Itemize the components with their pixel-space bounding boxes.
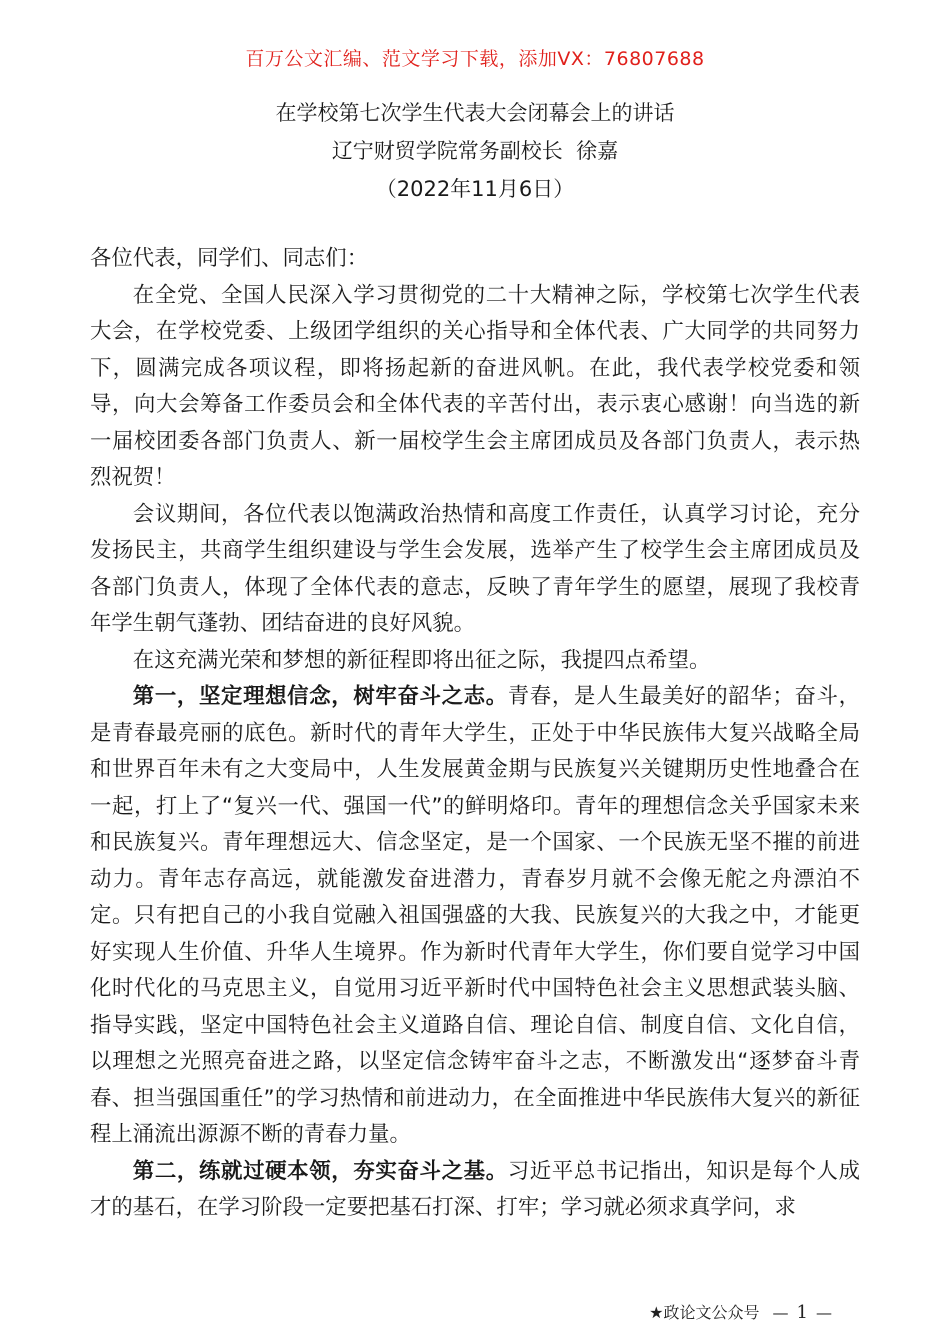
paragraph-lead: 第一，坚定理想信念，树牢奋斗之志。	[132, 684, 508, 709]
salutation: 各位代表，同学们、同志们：	[90, 246, 369, 271]
paragraph-text: 习近平总书记指出，知识是每个人成才的基石，在学习阶段一定要把基石打深、打牢；学习就必须求真学问，求	[90, 1158, 860, 1220]
paragraph-4	[90, 679, 860, 1154]
paragraph-text: 青春，是人生最美好的韶华；奋斗，是青春最亮丽的底色。新时代的青年大学生，正处于中华民族伟大复兴战略全局和世界百年未有之大变局中，人生发展黄金期与民族复兴关键期历史性地叠合在一起，打上了“复兴一代、强国一代”的鲜明烙印。青年的理想信念关乎国家未来和民族复兴。青年理想远大、信念坚定，是一个国家、一个民族无坚不摧的前进动力。青年志存高远，就能激发奋进潜力，青春岁月就不会像无舵之舟漂泊不定。只有把自己的小我自觉融入祖国强盛的大我、民族复兴的大我之中，才能更好实现人生价值、升华人生境界。作为新时代青年大学生，你们要自觉学习中国化时代化的马克思主义，自觉用习近平新时代中国特色社会主义思想武装头脑、指导实践，坚定中国特色社会主义道路自信、理论自信、制度自信、文化自信，以理想之光照亮奋进之路，以坚定信念铸牢奋斗之志，不断激发出“逐梦奋斗青春、担当强国重任”的学习热情和前进动力，在全面推进中华民族伟大复兴的新征程上涌流出源源不断的青春力量。	[90, 684, 860, 1147]
paragraph-3	[90, 643, 860, 680]
paragraph-2	[90, 497, 860, 643]
footer-dash-left: —	[772, 1303, 789, 1322]
paragraph-text: 在全党、全国人民深入学习贯彻党的二十大精神之际，学校第七次学生代表大会，在学校党委、上级团学组织的关心指导和全体代表、广大同学的共同努力下，圆满完成各项议程，即将扬起新的奋进风帆。在此，我代表学校党委和领导，向大会筹备工作委员会和全体代表的辛苦付出，表示衷心感谢！向当选的新一届校团委各部门负责人、新一届校学生会主席团成员及各部门负责人，表示热烈祝贺！	[90, 282, 860, 490]
footer-dash-right: —	[816, 1303, 832, 1322]
document-date: （2022年11月6日）	[375, 177, 575, 201]
footer-source: ★政论文公众号	[649, 1303, 760, 1322]
paragraph-text: 在这充满光荣和梦想的新征程即将出征之际，我提四点希望。	[132, 647, 711, 673]
paragraph-text: 会议期间，各位代表以饱满政治热情和高度工作责任，认真学习讨论，充分发扬民主，共商学生组织建设与学生会发展，选举产生了校学生会主席团成员及各部门负责人，体现了全体代表的意志，反映了青年学生的愿望，展现了我校青年学生朝气蓬勃、团结奋进的良好风貌。	[90, 501, 860, 636]
paragraph-5	[90, 1154, 860, 1227]
document-author: 辽宁财贸学院常务副校长 徐嘉	[331, 139, 619, 163]
document-title: 在学校第七次学生代表大会闭幕会上的讲话	[275, 101, 675, 125]
paragraph-1	[90, 278, 860, 497]
watermark-banner: 百万公文汇编、范文学习下载，添加VX：76807688	[245, 48, 705, 70]
paragraph-lead: 第二，练就过硬本领，夯实奋斗之基。	[132, 1158, 508, 1184]
document-body	[90, 241, 860, 1227]
page-footer	[649, 1300, 832, 1323]
page-number: 1	[796, 1302, 808, 1323]
